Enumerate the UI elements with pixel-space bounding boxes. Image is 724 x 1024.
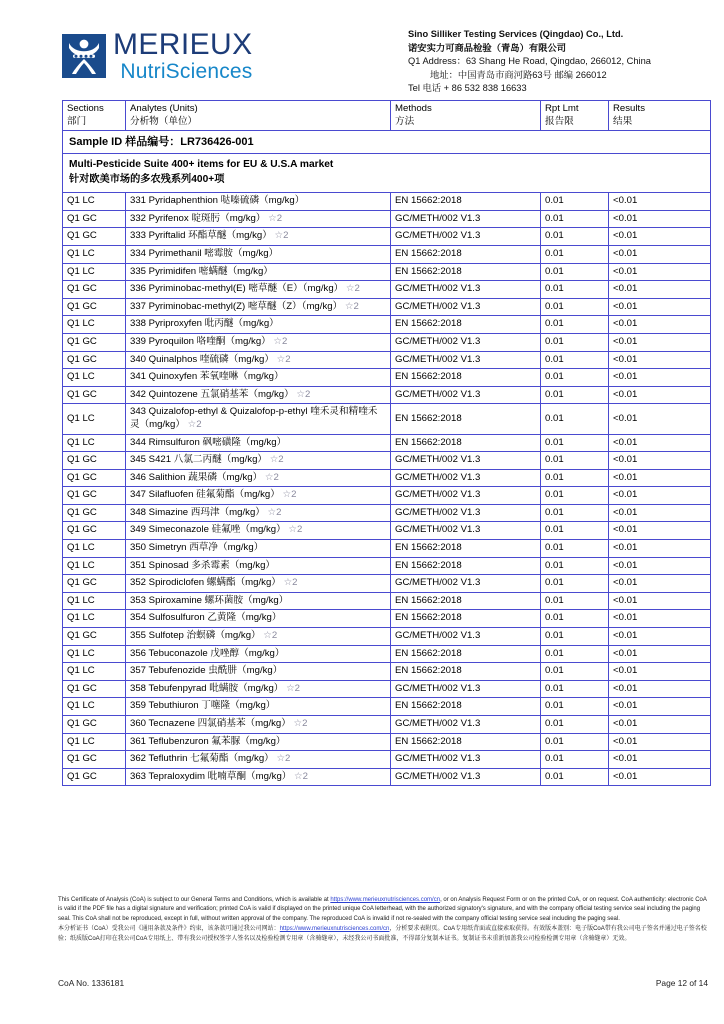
cell-analyte bbox=[126, 628, 391, 646]
cell-analyte bbox=[126, 540, 391, 558]
cell-result: <0.01 bbox=[609, 386, 711, 404]
star-marker-icon: ☆2 bbox=[262, 471, 279, 483]
cell-section: Q1 LC bbox=[63, 263, 126, 281]
cell-rpt-lmt: 0.01 bbox=[541, 487, 609, 505]
table-row bbox=[63, 228, 711, 246]
table-header-row bbox=[63, 101, 711, 131]
cell-section: Q1 LC bbox=[63, 557, 126, 575]
table-row bbox=[63, 733, 711, 751]
cell-rpt-lmt: 0.01 bbox=[541, 434, 609, 452]
analyte-name: 361 Teflubenzuron 氟苯脲（mg/kg） bbox=[130, 735, 286, 747]
cell-section: Q1 LC bbox=[63, 592, 126, 610]
cell-analyte bbox=[126, 210, 391, 228]
cell-analyte bbox=[126, 592, 391, 610]
cell-method: GC/METH/002 V1.3 bbox=[391, 522, 541, 540]
results-table-wrap bbox=[62, 100, 708, 786]
col-header-sections bbox=[63, 101, 126, 131]
company-name-en: Sino Silliker Testing Services (Qingdao) Co., Ltd. bbox=[408, 29, 624, 39]
star-marker-icon: ☆2 bbox=[285, 524, 303, 536]
cell-method: GC/METH/002 V1.3 bbox=[391, 628, 541, 646]
table-row bbox=[63, 592, 711, 610]
cell-method: EN 15662:2018 bbox=[391, 645, 541, 663]
cell-section: Q1 GC bbox=[63, 281, 126, 299]
disclaimer-cn-part1: 本分析证书（CoA）受我公司《通用条款及条件》约束，该条款可通过我公司网站： bbox=[58, 926, 280, 933]
sample-id-label: Sample ID 样品编号：LR736426-001 bbox=[63, 131, 711, 154]
cell-section: Q1 LC bbox=[63, 193, 126, 211]
cell-analyte bbox=[126, 610, 391, 628]
cell-result: <0.01 bbox=[609, 434, 711, 452]
analyte-name: 337 Pyriminobac-methyl(Z) 嘧草醚（Z）（mg/kg） bbox=[130, 300, 343, 312]
disclaimer-en-part1: This Certificate of Analysis (CoA) is subject to our General Terms and Conditions, which is available at bbox=[58, 897, 331, 903]
cell-result: <0.01 bbox=[609, 245, 711, 263]
cell-method: EN 15662:2018 bbox=[391, 193, 541, 211]
analyte-name: 333 Pyriftalid 环酯草醚（mg/kg） bbox=[130, 230, 272, 242]
analysis-results-table bbox=[62, 100, 711, 786]
cell-section: Q1 LC bbox=[63, 316, 126, 334]
star-marker-icon: ☆2 bbox=[273, 353, 291, 365]
page-number: Page 12 of 14 bbox=[655, 978, 708, 988]
col-header-results-cn: 结果 bbox=[613, 115, 633, 127]
analyte-name: 334 Pyrimethanil 嘧霉胺（mg/kg） bbox=[130, 247, 279, 259]
cell-section: Q1 GC bbox=[63, 680, 126, 698]
star-marker-icon: ☆2 bbox=[267, 454, 284, 466]
company-address-block bbox=[408, 26, 708, 96]
cell-section: Q1 GC bbox=[63, 386, 126, 404]
disclaimer-chinese bbox=[58, 925, 708, 944]
cell-rpt-lmt: 0.01 bbox=[541, 193, 609, 211]
analyte-name: 348 Simazine 西玛津（mg/kg） bbox=[130, 506, 265, 518]
company-address-en: Q1 Address：63 Shang He Road, Qingdao, 266012, China bbox=[408, 56, 651, 67]
cell-analyte bbox=[126, 369, 391, 387]
cell-result: <0.01 bbox=[609, 522, 711, 540]
cell-result: <0.01 bbox=[609, 316, 711, 334]
cell-section: Q1 LC bbox=[63, 663, 126, 681]
logo-text-merieux: MERIEUX bbox=[113, 28, 253, 61]
cell-rpt-lmt: 0.01 bbox=[541, 245, 609, 263]
cell-method: EN 15662:2018 bbox=[391, 316, 541, 334]
analyte-name: 345 S421 八氯二丙醚（mg/kg） bbox=[130, 454, 268, 466]
cell-rpt-lmt: 0.01 bbox=[541, 263, 609, 281]
suite-title-en: Multi-Pesticide Suite 400+ items for EU & U.S.A market bbox=[69, 159, 334, 171]
cell-rpt-lmt: 0.01 bbox=[541, 522, 609, 540]
table-row bbox=[63, 610, 711, 628]
cell-section: Q1 GC bbox=[63, 452, 126, 470]
cell-section: Q1 GC bbox=[63, 333, 126, 351]
table-row bbox=[63, 504, 711, 522]
cell-analyte bbox=[126, 645, 391, 663]
cell-method: EN 15662:2018 bbox=[391, 663, 541, 681]
cell-result: <0.01 bbox=[609, 193, 711, 211]
cell-analyte bbox=[126, 522, 391, 540]
cell-section: Q1 GC bbox=[63, 504, 126, 522]
table-row bbox=[63, 698, 711, 716]
cell-method: EN 15662:2018 bbox=[391, 404, 541, 434]
merieux-logo-mark-icon bbox=[62, 34, 106, 78]
cell-analyte bbox=[126, 281, 391, 299]
cell-section: Q1 LC bbox=[63, 733, 126, 751]
disclaimer-en-link[interactable]: https://www.merieuxnutrisciences.com/cn bbox=[330, 897, 441, 903]
analyte-name: 331 Pyridaphenthion 哒嗪硫磷（mg/kg） bbox=[130, 195, 305, 207]
table-row bbox=[63, 557, 711, 575]
col-header-sections-en: Sections bbox=[67, 103, 104, 114]
star-marker-icon: ☆2 bbox=[342, 300, 359, 312]
cell-analyte bbox=[126, 228, 391, 246]
star-marker-icon: ☆2 bbox=[273, 753, 291, 765]
table-row bbox=[63, 645, 711, 663]
table-header bbox=[63, 101, 711, 131]
col-header-analytes-en: Analytes (Units) bbox=[130, 103, 198, 114]
cell-analyte bbox=[126, 680, 391, 698]
table-row bbox=[63, 404, 711, 434]
cell-result: <0.01 bbox=[609, 680, 711, 698]
star-marker-icon: ☆2 bbox=[291, 770, 308, 782]
cell-rpt-lmt: 0.01 bbox=[541, 610, 609, 628]
cell-analyte bbox=[126, 263, 391, 281]
cell-analyte bbox=[126, 404, 391, 434]
cell-analyte bbox=[126, 316, 391, 334]
table-row bbox=[63, 369, 711, 387]
analyte-name: 336 Pyriminobac-methyl(E) 嘧草醚（E）（mg/kg） bbox=[130, 283, 344, 295]
analyte-name: 342 Quintozene 五氯硝基苯（mg/kg） bbox=[130, 388, 294, 400]
analyte-name: 357 Tebufenozide 虫酰肼（mg/kg） bbox=[130, 665, 283, 677]
coa-number: CoA No. 1336181 bbox=[58, 978, 125, 988]
cell-method: EN 15662:2018 bbox=[391, 733, 541, 751]
cell-method: GC/METH/002 V1.3 bbox=[391, 504, 541, 522]
cell-method: EN 15662:2018 bbox=[391, 610, 541, 628]
cell-method: GC/METH/002 V1.3 bbox=[391, 575, 541, 593]
analyte-name: 332 Pyrifenox 啶斑肟（mg/kg） bbox=[130, 212, 266, 224]
star-marker-icon: ☆2 bbox=[270, 335, 288, 347]
cell-rpt-lmt: 0.01 bbox=[541, 557, 609, 575]
cell-result: <0.01 bbox=[609, 333, 711, 351]
col-header-methods bbox=[391, 101, 541, 131]
star-marker-icon: ☆2 bbox=[293, 388, 311, 400]
table-row bbox=[63, 540, 711, 558]
cell-section: Q1 LC bbox=[63, 245, 126, 263]
analyte-name: 339 Pyroquilon 咯喹酮（mg/kg） bbox=[130, 335, 271, 347]
cell-result: <0.01 bbox=[609, 228, 711, 246]
cell-section: Q1 GC bbox=[63, 351, 126, 369]
cell-result: <0.01 bbox=[609, 698, 711, 716]
cell-rpt-lmt: 0.01 bbox=[541, 680, 609, 698]
col-header-methods-cn: 方法 bbox=[395, 115, 415, 127]
cell-analyte bbox=[126, 434, 391, 452]
table-row bbox=[63, 434, 711, 452]
cell-analyte bbox=[126, 768, 391, 786]
cell-rpt-lmt: 0.01 bbox=[541, 628, 609, 646]
sample-id-row bbox=[63, 131, 711, 154]
cell-rpt-lmt: 0.01 bbox=[541, 369, 609, 387]
cell-result: <0.01 bbox=[609, 540, 711, 558]
cell-section: Q1 GC bbox=[63, 522, 126, 540]
cell-rpt-lmt: 0.01 bbox=[541, 333, 609, 351]
analyte-name: 354 Sulfosulfuron 乙黄隆（mg/kg） bbox=[130, 612, 282, 624]
disclaimer-en-part2: , or on Analysis Request Form or on the printed CoA, or on request. CoA authenticity: electronic CoA is valid if the PDF file has a digital signature and verification; printed CoA is valid if displayed on the printed unique CoA letterhead, with the authorized signatory's signature, and with the company official testing service seal including the paging seal. This CoA shall not be reproduced, except in full, without written approval of the company. The reproduced CoA is invalid if not re-sealed with the company official testing service seal including the paging seal. bbox=[58, 897, 707, 922]
col-header-rpt-lmt-en: Rpt Lmt bbox=[545, 103, 579, 114]
cell-method: EN 15662:2018 bbox=[391, 369, 541, 387]
disclaimer-cn-part2: ，分析要求表附页。CoA专用纸背面或直接索取获得。有效版本盖别：电子版CoA带有我公司电子签名并通过电子签名校验；纸质版CoA打印在我公司CoA专用纸上、带有我公司授权签字人签名以及检验检测专用章（含骑缝章），未经我公司书面批准，不得部分复制本证书。复制证书未重新加盖我公司检验检测专用章（含骑缝章）无效。 bbox=[58, 926, 707, 942]
star-marker-icon: ☆2 bbox=[260, 630, 278, 642]
cell-rpt-lmt: 0.01 bbox=[541, 592, 609, 610]
cell-analyte bbox=[126, 557, 391, 575]
suite-title-cn: 针对欧美市场的多农残系列400+项 bbox=[69, 173, 225, 185]
disclaimer-cn-link[interactable]: https://www.merieuxnutrisciences.com/cn bbox=[279, 926, 390, 933]
cell-result: <0.01 bbox=[609, 557, 711, 575]
cell-analyte bbox=[126, 575, 391, 593]
cell-section: Q1 GC bbox=[63, 487, 126, 505]
cell-result: <0.01 bbox=[609, 404, 711, 434]
cell-section: Q1 GC bbox=[63, 575, 126, 593]
cell-result: <0.01 bbox=[609, 210, 711, 228]
table-row bbox=[63, 768, 711, 786]
cell-method: GC/METH/002 V1.3 bbox=[391, 469, 541, 487]
cell-method: GC/METH/002 V1.3 bbox=[391, 386, 541, 404]
cell-method: EN 15662:2018 bbox=[391, 698, 541, 716]
star-marker-icon: ☆2 bbox=[290, 718, 308, 729]
cell-rpt-lmt: 0.01 bbox=[541, 469, 609, 487]
footer-bar bbox=[58, 978, 708, 988]
table-row bbox=[63, 469, 711, 487]
cell-analyte bbox=[126, 469, 391, 487]
table-row bbox=[63, 333, 711, 351]
cell-analyte bbox=[126, 193, 391, 211]
cell-method: GC/METH/002 V1.3 bbox=[391, 351, 541, 369]
analyte-name: 362 Tefluthrin 七氟菊酯（mg/kg） bbox=[130, 753, 274, 765]
cell-analyte bbox=[126, 333, 391, 351]
cell-result: <0.01 bbox=[609, 351, 711, 369]
cell-rpt-lmt: 0.01 bbox=[541, 298, 609, 316]
cell-rpt-lmt: 0.01 bbox=[541, 351, 609, 369]
analyte-name: 347 Silafluofen 硅氟菊酯（mg/kg） bbox=[130, 489, 280, 501]
cell-result: <0.01 bbox=[609, 504, 711, 522]
analyte-name: 363 Tepraloxydim 吡喃草酮（mg/kg） bbox=[130, 770, 292, 782]
analyte-name: 353 Spiroxamine 螺环菌胺（mg/kg） bbox=[130, 594, 289, 606]
cell-analyte bbox=[126, 386, 391, 404]
cell-rpt-lmt: 0.01 bbox=[541, 768, 609, 786]
cell-rpt-lmt: 0.01 bbox=[541, 210, 609, 228]
star-marker-icon: ☆2 bbox=[265, 212, 283, 224]
cell-analyte bbox=[126, 298, 391, 316]
cell-section: Q1 GC bbox=[63, 628, 126, 646]
merieux-logo bbox=[62, 30, 253, 82]
cell-rpt-lmt: 0.01 bbox=[541, 228, 609, 246]
analyte-name: 349 Simeconazole 硅氟唑（mg/kg） bbox=[130, 524, 286, 536]
cell-section: Q1 GC bbox=[63, 768, 126, 786]
cell-result: <0.01 bbox=[609, 751, 711, 769]
cell-result: <0.01 bbox=[609, 487, 711, 505]
cell-method: GC/METH/002 V1.3 bbox=[391, 680, 541, 698]
cell-method: GC/METH/002 V1.3 bbox=[391, 210, 541, 228]
star-marker-icon: ☆2 bbox=[343, 283, 360, 295]
cell-section: Q1 LC bbox=[63, 369, 126, 387]
cell-section: Q1 GC bbox=[63, 469, 126, 487]
cell-section: Q1 LC bbox=[63, 404, 126, 434]
table-row bbox=[63, 298, 711, 316]
cell-rpt-lmt: 0.01 bbox=[541, 645, 609, 663]
cell-method: GC/METH/002 V1.3 bbox=[391, 768, 541, 786]
cell-rpt-lmt: 0.01 bbox=[541, 404, 609, 434]
analyte-name: 352 Spirodiclofen 螺螨酯（mg/kg） bbox=[130, 577, 281, 589]
cell-method: GC/METH/002 V1.3 bbox=[391, 751, 541, 769]
cell-method: GC/METH/002 V1.3 bbox=[391, 452, 541, 470]
cell-rpt-lmt: 0.01 bbox=[541, 316, 609, 334]
star-marker-icon: ☆2 bbox=[280, 577, 298, 589]
cell-section: Q1 LC bbox=[63, 434, 126, 452]
cell-section: Q1 GC bbox=[63, 751, 126, 769]
table-row bbox=[63, 522, 711, 540]
cell-method: EN 15662:2018 bbox=[391, 434, 541, 452]
cell-rpt-lmt: 0.01 bbox=[541, 663, 609, 681]
footer-disclaimer bbox=[58, 896, 708, 944]
cell-section: Q1 LC bbox=[63, 610, 126, 628]
analyte-name: 346 Salithion 蔬果磷（mg/kg） bbox=[130, 471, 263, 483]
cell-method: GC/METH/002 V1.3 bbox=[391, 298, 541, 316]
star-marker-icon: ☆2 bbox=[279, 489, 297, 501]
analyte-name: 335 Pyrimidifen 嘧螨醚（mg/kg） bbox=[130, 265, 273, 277]
table-row bbox=[63, 281, 711, 299]
analyte-name: 341 Quinoxyfen 苯氧喹啉（mg/kg） bbox=[130, 371, 284, 383]
table-row bbox=[63, 716, 711, 734]
table-row bbox=[63, 487, 711, 505]
table-row bbox=[63, 575, 711, 593]
cell-result: <0.01 bbox=[609, 610, 711, 628]
analyte-name: 360 Tecnazene 四氯硝基苯（mg/kg） bbox=[130, 718, 291, 729]
cell-analyte bbox=[126, 698, 391, 716]
analyte-name: 340 Quinalphos 喹硫磷（mg/kg） bbox=[130, 353, 274, 365]
col-header-results-en: Results bbox=[613, 103, 645, 114]
cell-result: <0.01 bbox=[609, 298, 711, 316]
cell-method: EN 15662:2018 bbox=[391, 592, 541, 610]
cell-method: EN 15662:2018 bbox=[391, 540, 541, 558]
table-row bbox=[63, 663, 711, 681]
analyte-name: 350 Simetryn 西草净（mg/kg） bbox=[130, 542, 264, 554]
col-header-sections-cn: 部门 bbox=[67, 115, 87, 127]
table-row bbox=[63, 680, 711, 698]
cell-method: EN 15662:2018 bbox=[391, 557, 541, 575]
cell-analyte bbox=[126, 452, 391, 470]
cell-rpt-lmt: 0.01 bbox=[541, 386, 609, 404]
star-marker-icon: ☆2 bbox=[271, 230, 289, 242]
cell-method: GC/METH/002 V1.3 bbox=[391, 333, 541, 351]
cell-rpt-lmt: 0.01 bbox=[541, 281, 609, 299]
col-header-results bbox=[609, 101, 711, 131]
analyte-name: 338 Pyriproxyfen 吡丙醚（mg/kg） bbox=[130, 318, 279, 330]
cell-method: GC/METH/002 V1.3 bbox=[391, 281, 541, 299]
cell-rpt-lmt: 0.01 bbox=[541, 575, 609, 593]
table-row bbox=[63, 351, 711, 369]
cell-result: <0.01 bbox=[609, 716, 711, 734]
cell-result: <0.01 bbox=[609, 469, 711, 487]
cell-analyte bbox=[126, 504, 391, 522]
cell-section: Q1 LC bbox=[63, 645, 126, 663]
cell-rpt-lmt: 0.01 bbox=[541, 733, 609, 751]
cell-section: Q1 GC bbox=[63, 716, 126, 734]
cell-rpt-lmt: 0.01 bbox=[541, 504, 609, 522]
logo-text-nutrisciences: NutriSciences bbox=[120, 60, 253, 83]
cell-result: <0.01 bbox=[609, 733, 711, 751]
table-row bbox=[63, 263, 711, 281]
analyte-name: 359 Tebuthiuron 丁噻隆（mg/kg） bbox=[130, 700, 276, 712]
analyte-name: 344 Rimsulfuron 砜嘧磺隆（mg/kg） bbox=[130, 436, 287, 448]
col-header-methods-en: Methods bbox=[395, 103, 432, 114]
cell-section: Q1 GC bbox=[63, 228, 126, 246]
col-header-rpt-lmt bbox=[541, 101, 609, 131]
table-row bbox=[63, 452, 711, 470]
company-address-cn: 地址：中国青岛市商河路63号 邮编 266012 bbox=[430, 69, 607, 80]
cell-result: <0.01 bbox=[609, 592, 711, 610]
cell-method: GC/METH/002 V1.3 bbox=[391, 487, 541, 505]
cell-analyte bbox=[126, 487, 391, 505]
cell-result: <0.01 bbox=[609, 575, 711, 593]
star-marker-icon: ☆2 bbox=[283, 682, 301, 694]
cell-method: GC/METH/002 V1.3 bbox=[391, 228, 541, 246]
cell-analyte bbox=[126, 751, 391, 769]
cell-result: <0.01 bbox=[609, 263, 711, 281]
cell-rpt-lmt: 0.01 bbox=[541, 698, 609, 716]
table-row bbox=[63, 316, 711, 334]
cell-method: EN 15662:2018 bbox=[391, 263, 541, 281]
suite-title-row bbox=[63, 154, 711, 193]
col-header-analytes-cn: 分析物（单位） bbox=[130, 115, 198, 127]
table-row bbox=[63, 628, 711, 646]
table-row bbox=[63, 386, 711, 404]
table-row bbox=[63, 193, 711, 211]
cell-result: <0.01 bbox=[609, 645, 711, 663]
cell-analyte bbox=[126, 733, 391, 751]
disclaimer-english bbox=[58, 896, 708, 924]
company-name-cn: 诺安实力可商品检验（青岛）有限公司 bbox=[408, 42, 567, 53]
cell-section: Q1 LC bbox=[63, 540, 126, 558]
cell-section: Q1 LC bbox=[63, 698, 126, 716]
cell-method: EN 15662:2018 bbox=[391, 245, 541, 263]
table-row bbox=[63, 751, 711, 769]
cell-result: <0.01 bbox=[609, 452, 711, 470]
cell-analyte bbox=[126, 663, 391, 681]
cell-analyte bbox=[126, 716, 391, 734]
cell-result: <0.01 bbox=[609, 369, 711, 387]
cell-analyte bbox=[126, 351, 391, 369]
analyte-name: 355 Sulfotep 治螟磷（mg/kg） bbox=[130, 630, 261, 642]
cell-result: <0.01 bbox=[609, 663, 711, 681]
table-row bbox=[63, 210, 711, 228]
analyte-name: 356 Tebuconazole 戊唑醇（mg/kg） bbox=[130, 647, 285, 659]
col-header-analytes bbox=[126, 101, 391, 131]
cell-result: <0.01 bbox=[609, 281, 711, 299]
analyte-name: 358 Tebufenpyrad 吡螨胺（mg/kg） bbox=[130, 682, 284, 694]
cell-rpt-lmt: 0.01 bbox=[541, 751, 609, 769]
cell-rpt-lmt: 0.01 bbox=[541, 716, 609, 734]
cell-rpt-lmt: 0.01 bbox=[541, 452, 609, 470]
cell-analyte bbox=[126, 245, 391, 263]
cell-section: Q1 GC bbox=[63, 210, 126, 228]
cell-section: Q1 GC bbox=[63, 298, 126, 316]
analyte-name: 343 Quizalofop-ethyl & Quizalofop-p-ethyl 喹禾灵和精喹禾灵（mg/kg） bbox=[130, 406, 378, 430]
cell-result: <0.01 bbox=[609, 768, 711, 786]
cell-method: GC/METH/002 V1.3 bbox=[391, 716, 541, 734]
page-header bbox=[0, 0, 724, 92]
cell-rpt-lmt: 0.01 bbox=[541, 540, 609, 558]
cell-result: <0.01 bbox=[609, 628, 711, 646]
star-marker-icon: ☆2 bbox=[264, 506, 282, 518]
table-row bbox=[63, 245, 711, 263]
col-header-rpt-lmt-cn: 报告限 bbox=[545, 115, 574, 127]
company-tel: Tel 电话 + 86 532 838 16633 bbox=[408, 83, 527, 94]
analyte-name: 351 Spinosad 多杀霉素（mg/kg） bbox=[130, 559, 276, 571]
table-body bbox=[63, 131, 711, 786]
star-marker-icon: ☆2 bbox=[184, 418, 202, 430]
